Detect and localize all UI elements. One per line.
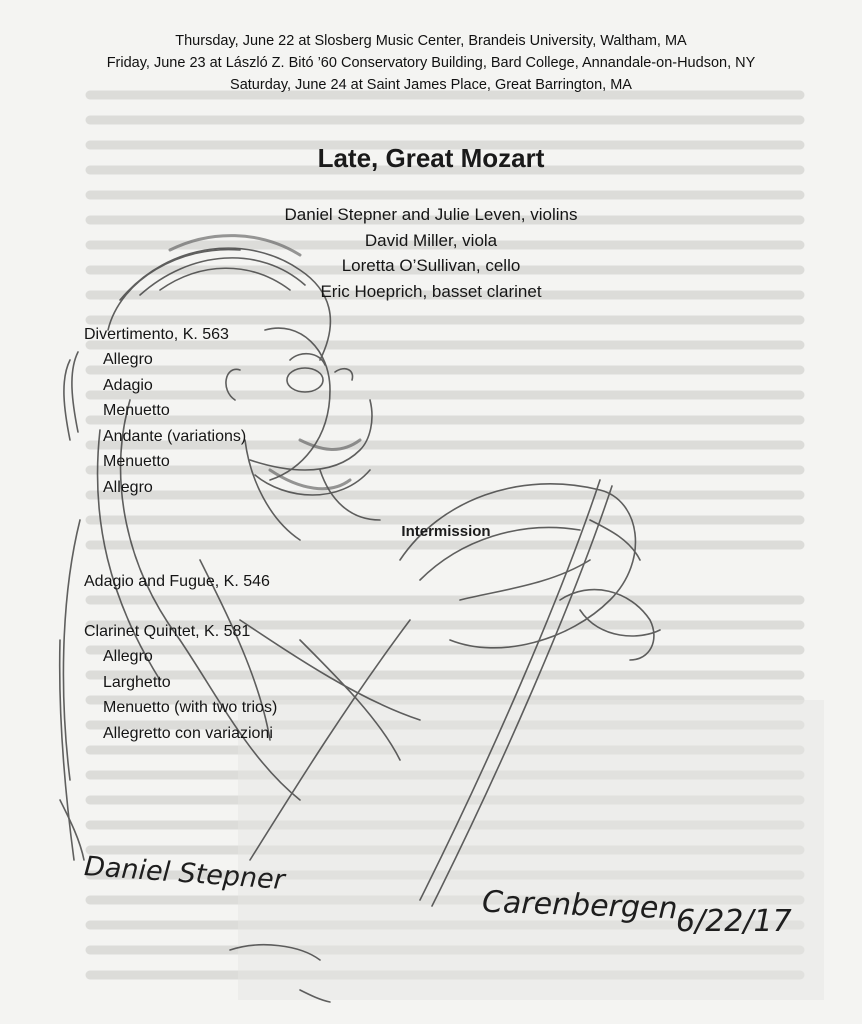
work-divertimento bbox=[84, 323, 246, 500]
work-adagio-and-fugue bbox=[84, 570, 270, 594]
movement: Allegro bbox=[103, 351, 153, 368]
movement: Andante (variations) bbox=[103, 427, 247, 445]
movement: Menuetto (with two trios) bbox=[103, 699, 278, 716]
work-title: Clarinet Quintet, K. 581 bbox=[84, 623, 251, 640]
intermission-label: Intermission bbox=[401, 523, 491, 540]
movement: Menuetto bbox=[103, 453, 170, 470]
program-title: Late, Great Mozart bbox=[317, 143, 545, 173]
performance-venues bbox=[0, 30, 862, 96]
work-title: Divertimento, K. 563 bbox=[84, 326, 229, 343]
performer-line: Loretta O’Sullivan, cello bbox=[341, 256, 521, 275]
movement: Allegro bbox=[103, 648, 153, 665]
work-clarinet-quintet bbox=[84, 620, 277, 746]
signature-date: 6/22/17 bbox=[676, 904, 792, 939]
movement: Menuetto bbox=[103, 402, 170, 419]
venue-line: Saturday, June 24 at Saint James Place, Great Barrington, MA bbox=[230, 77, 632, 93]
signature-artist: Carenbergen bbox=[481, 884, 679, 927]
venue-line: Thursday, June 22 at Slosberg Music Center, Brandeis University, Waltham, MA bbox=[175, 33, 687, 49]
movement: Allegro bbox=[103, 478, 153, 496]
performer-line: Eric Hoeprich, basset clarinet bbox=[320, 281, 542, 301]
performer-line: David Miller, viola bbox=[364, 230, 498, 250]
movement: Adagio bbox=[103, 376, 153, 394]
performer-list bbox=[0, 202, 862, 304]
venue-line: Friday, June 23 at László Z. Bitó ’60 Conservatory Building, Bard College, Annandale-on-Hudson, NY bbox=[106, 55, 756, 71]
movement: Allegretto con variazioni bbox=[103, 724, 273, 742]
movement: Larghetto bbox=[103, 673, 171, 691]
work-title: Adagio and Fugue, K. 546 bbox=[84, 573, 270, 590]
signature-daniel-stepner: Daniel Stepner bbox=[83, 851, 286, 896]
performer-line: Daniel Stepner and Julie Leven, violins bbox=[284, 205, 578, 224]
